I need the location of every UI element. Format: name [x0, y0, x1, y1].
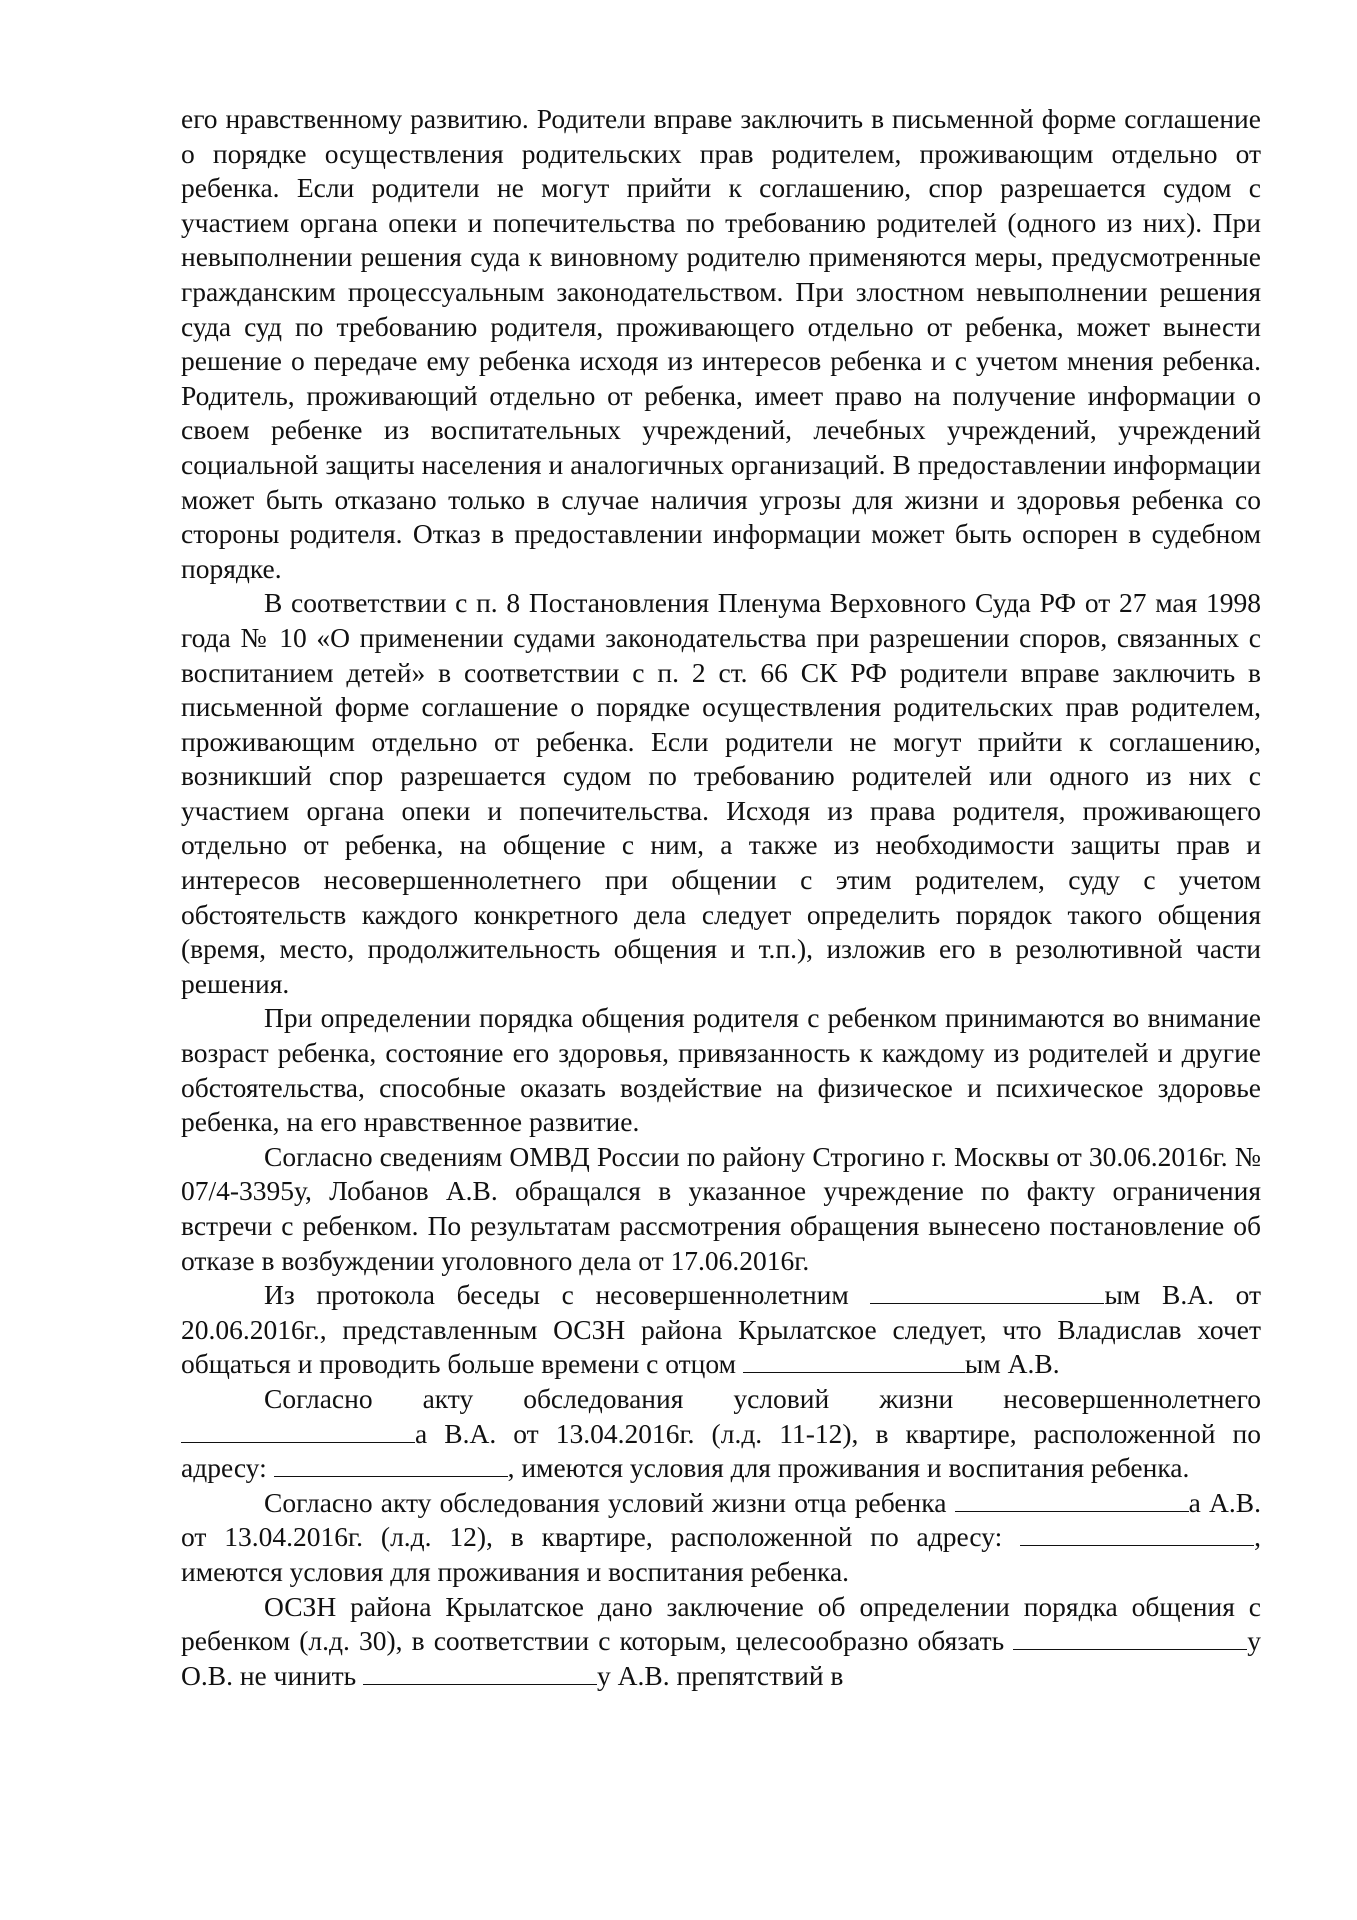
- redacted-blank: [1020, 1521, 1254, 1546]
- paragraph-supreme-court-ruling: В соответствии с п. 8 Постановления Пленума Верховного Суда РФ от 27 мая 1998 года № 10 «О применении судами законодательства при разрешении споров, связанных с воспитанием детей» в соответствии с п. 2 ст. 66 СК РФ родители вправе заключить в письменной форме соглашение о порядке осуществления родительских прав родителем, проживающим отдельно от ребенка. Если родители не могут прийти к соглашению, возникший спор разрешается судом по требованию родителей или одного из них с участием органа опеки и попечительства. Исходя из права родителя, проживающего отдельно от ребенка, на общение с ним, а также из необходимости защиты прав и интересов несовершеннолетнего при общении с этим родителем, суду с учетом обстоятельств каждого конкретного дела следует определить порядок такого общения (время, место, продолжительность общения и т.п.), изложив его в резолютивной части решения.: [181, 587, 1261, 999]
- text-fragment: ОСЗН района Крылатское дано заключение об определении порядка общения с ребенком (л.д. 30), в соответствии с которым, целесообразно обязать: [181, 1590, 1261, 1657]
- redacted-blank: [870, 1279, 1104, 1304]
- document-text: [181, 102, 1261, 1693]
- paragraph-father-living-conditions: [181, 1486, 1261, 1590]
- redacted-blank: [363, 1660, 597, 1685]
- redacted-blank: [274, 1452, 508, 1477]
- paragraph-parental-rights: его нравственному развитию. Родители вправе заключить в письменной форме соглашение о порядке осуществления родительских прав родителем, проживающим отдельно от ребенка. Если родители не могут прийти к соглашению, спор разрешается судом с участием органа опеки и попечительства по требованию родителей (одного из них). При невыполнении решения суда к виновному родителю применяются меры, предусмотренные гражданским процессуальным законодательством. При злостном невыполнении решения суда суд по требованию родителя, проживающего отдельно от ребенка, может вынести решение о передаче ему ребенка исходя из интересов ребенка и с учетом мнения ребенка. Родитель, проживающий отдельно от ребенка, имеет право на получение информации о своем ребенке из воспитательных учреждений, лечебных учреждений, учреждений социальной защиты населения и аналогичных организаций. В предоставлении информации может быть отказано только в случае наличия угрозы для жизни и здоровья ребенка со стороны родителя. Отказ в предоставлении информации может быть оспорен в судебном порядке.: [181, 103, 1261, 584]
- paragraph-child-living-conditions: [181, 1382, 1261, 1486]
- text-fragment: ым В.А. от 20.06.2016г., представленным ОСЗН района Крылатское следует, что Владислав хочет общаться и проводить больше времени с отцом: [181, 1279, 1261, 1380]
- text-fragment: , имеются условия для проживания и воспитания ребенка.: [181, 1521, 1261, 1587]
- redacted-blank: [181, 1418, 415, 1443]
- redacted-blank: [743, 1348, 965, 1373]
- paragraph-police-info: Согласно сведениям ОМВД России по району Строгино г. Москвы от 30.06.2016г. № 07/4-3395у, Лобанов А.В. обращался в указанное учреждение по факту ограничения встречи с ребенком. По результатам рассмотрения обращения вынесено постановление об отказе в возбуждении уголовного дела от 17.06.2016г.: [181, 1140, 1261, 1276]
- text-fragment: у О.В. не чинить: [181, 1625, 1261, 1691]
- paragraph-guardianship-conclusion: [181, 1590, 1261, 1694]
- redacted-blank: [955, 1487, 1189, 1512]
- paragraph-communication-order: При определении порядка общения родителя с ребенком принимаются во внимание возраст ребенка, состояние его здоровья, привязанность к каждому из родителей и другие обстоятельства, способные оказать воздействие на физическое и психическое здоровье ребенка, на его нравственное развитие.: [181, 1002, 1261, 1138]
- text-fragment: а А.В. от 13.04.2016г. (л.д. 12), в квартире, расположенной по адресу:: [181, 1486, 1261, 1553]
- text-fragment: ым А.В.: [964, 1348, 1060, 1380]
- paragraph-interview-protocol: [181, 1278, 1261, 1382]
- text-fragment: Согласно акту обследования условий жизни отца ребенка: [264, 1486, 955, 1518]
- redacted-blank: [1013, 1625, 1247, 1650]
- text-fragment: у А.В. препятствий в: [597, 1659, 844, 1691]
- text-fragment: Согласно акту обследования условий жизни несовершеннолетнего: [264, 1382, 1261, 1414]
- text-fragment: , имеются условия для проживания и воспитания ребенка.: [507, 1452, 1190, 1484]
- text-fragment: Из протокола беседы с несовершеннолетним: [264, 1279, 871, 1311]
- text-fragment: а В.А. от 13.04.2016г. (л.д. 11-12), в квартире, расположенной по адресу:: [181, 1417, 1261, 1484]
